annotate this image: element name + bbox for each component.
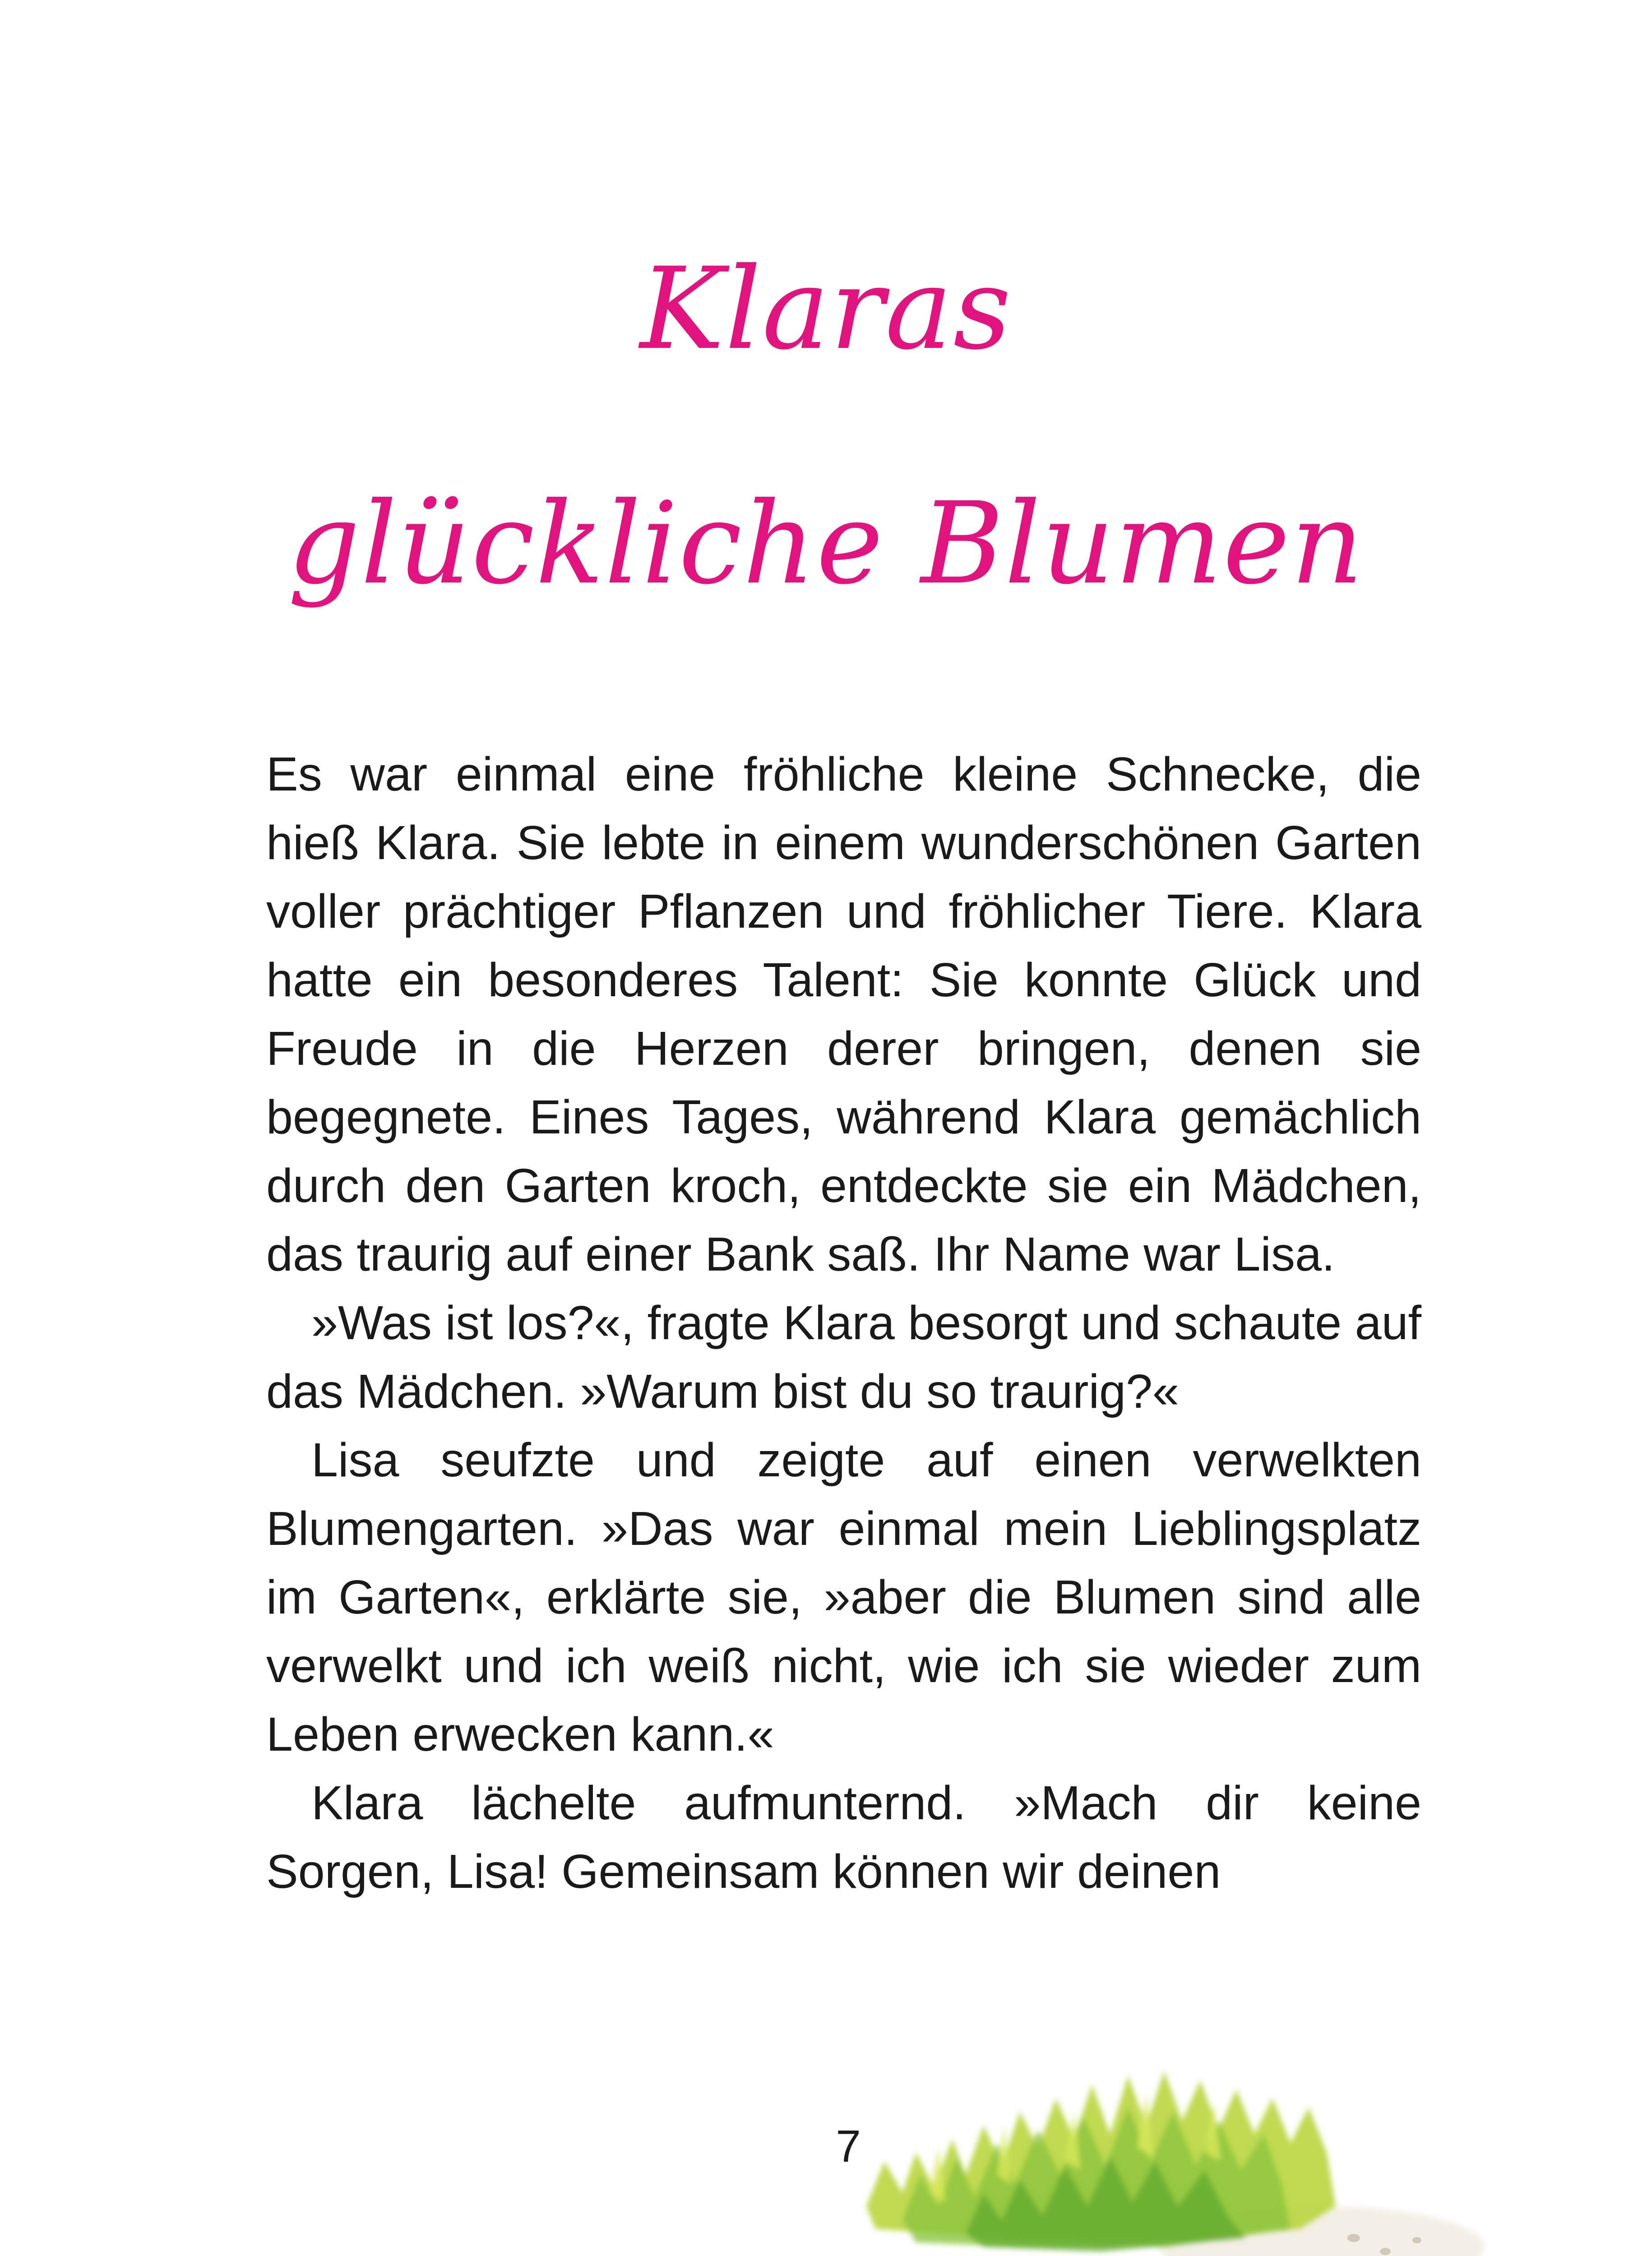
paragraph-3: Lisa seufzte und zeigte auf einen verwelkten Blumengarten. »Das war einmal mein Lieblingsplatz im Garten«, erklärte sie, »aber die Blumen sind alle verwelkt und ich weiß nicht, wie ich sie wieder zum Leben erwecken kann.« bbox=[266, 1433, 1421, 1761]
page-number: 7 bbox=[836, 2121, 861, 2172]
chapter-title-line-2: glückliche Blumen bbox=[287, 478, 1365, 609]
story-text bbox=[266, 740, 1421, 1906]
paragraph-4: Klara lächelte aufmunternd. »Mach dir keine Sorgen, Lisa! Gemeinsam können wir deinen bbox=[266, 1776, 1421, 1898]
paragraph-1: Es war einmal eine fröhliche kleine Schnecke, die hieß Klara. Sie lebte in einem wunderschönen Garten voller prächtiger Pflanzen und fröhlicher Tiere. Klara hatte ein besonderes Talent: Sie konnte Glück und Freude in die Herzen derer bringen, denen sie begegnete. Eines Tages, während Klara gemächlich durch den Garten kroch, entdeckte sie ein Mädchen, das traurig auf einer Bank saß. Ihr Name war Lisa. bbox=[266, 748, 1421, 1281]
paragraph-2: »Was ist los?«, fragte Klara besorgt und schaute auf das Mädchen. »Warum bist du so traurig?« bbox=[266, 1296, 1421, 1418]
watercolor-grass-icon bbox=[848, 2057, 1507, 2256]
chapter-title-line-1: Klaras bbox=[640, 243, 1012, 374]
